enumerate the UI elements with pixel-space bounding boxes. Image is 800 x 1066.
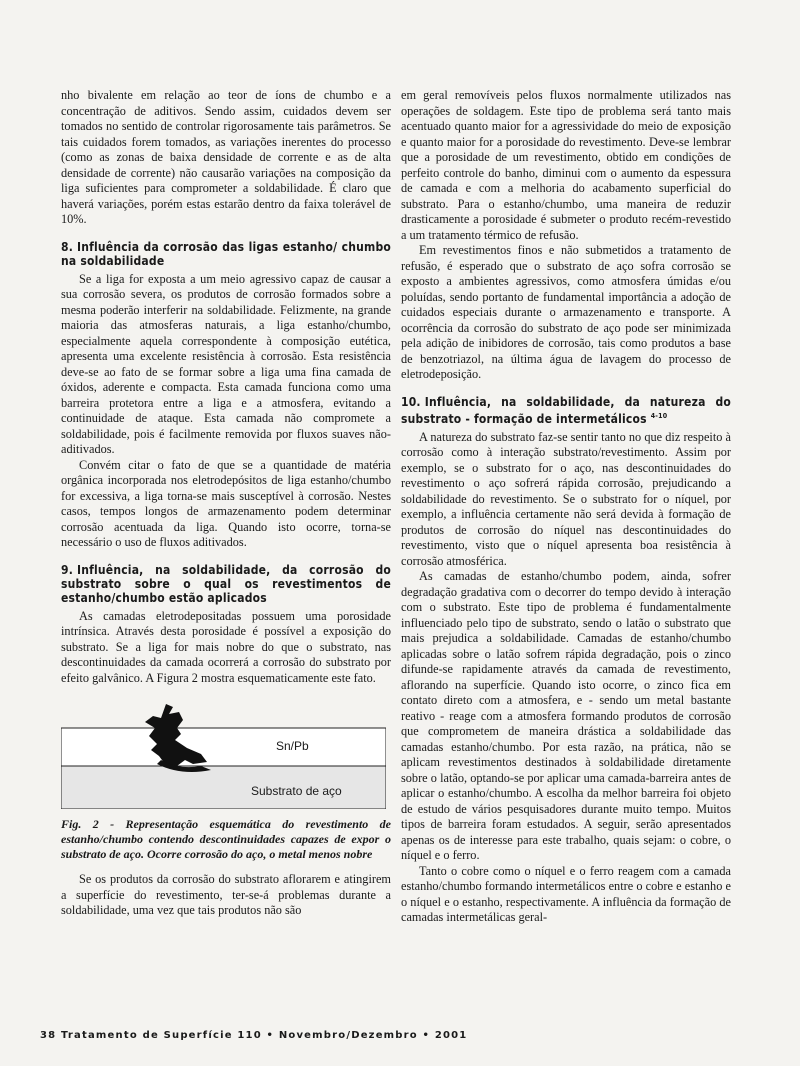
section-number: 8. bbox=[61, 239, 74, 254]
section-heading-10 bbox=[401, 395, 731, 426]
section-title: Influência, na soldabilidade, da corrosão do substrato sobre o qual os revestimentos de estanho/chumbo estão aplicados bbox=[61, 562, 391, 605]
section-heading-9 bbox=[61, 563, 391, 605]
coating-layer bbox=[61, 728, 386, 766]
section-title: Influência, na soldabilidade, da natureza do substrato - formação de intermetálicos bbox=[401, 394, 731, 426]
paragraph: Convém citar o fato de que se a quantidade de matéria orgânica incorporada nos eletrodepósitos de liga estanho/chumbo for excessiva, a liga torna-se mais susceptível à corrosão. Nestes casos, tempos longos de armazenamento podem determinar corrosão acentuada da liga. Quando isto ocorre, torna-se necessário o uso de fluxos aditivados. bbox=[61, 457, 391, 549]
figure-2 bbox=[61, 704, 386, 809]
section-title: Influência da corrosão das ligas estanho/ chumbo na soldabilidade bbox=[61, 239, 391, 268]
paragraph: A natureza do substrato faz-se sentir tanto no que diz respeito à corrosão como à interação substrato/revestimento. Assim por exemplo, se o substrato for o aço, nas descontinuidades do revestimento o aço sofrerá rápida corrosão, prejudicando a soldabilidade do revestimento. Se o substrato for o níquel, por exemplo, a influência certamente não será devida à formação de produtos de corrosão do níquel nas descontinuidades do revestimento, visto que o níquel apresenta boa resistência à corrosão atmosférica. bbox=[401, 429, 731, 568]
paragraph: Se a liga for exposta a um meio agressivo capaz de causar a sua corrosão severa, os produtos de corrosão formados sobre a mesma poderão interferir na soldabilidade. Felizmente, na grande maioria das atmosferas naturais, a liga estanho/chumbo, especialmente aquela correspondente à composição eutética, apresenta uma excelente resistência à corrosão. Esta resistência deve-se ao fato de se formar sobre a liga uma fina camada de óxidos, aderente e compacta. Esta camada funciona como uma barreira protetora entre a liga e a atmosfera, evitando a continuidade de ataque. Esta camada não compromete a soldabilidade, pois é facilmente removida por fluxos suaves não-aditivados. bbox=[61, 271, 391, 456]
section-heading-8 bbox=[61, 240, 391, 268]
paragraph: As camadas eletrodepositadas possuem uma porosidade intrínsica. Através desta porosidade é possível a exposição do substrato. Se a liga for mais nobre do que o substrato, nas descontinuidades da camada ocorrerá a corrosão do substrato por efeito galvânico. A Figura 2 mostra esquematicamente este fato. bbox=[61, 608, 391, 685]
figure-label-coating: Sn/Pb bbox=[276, 739, 309, 753]
paragraph: em geral removíveis pelos fluxos normalmente utilizados nas operações de soldagem. Este tipo de problema será tanto mais acentuado quanto maior for a agressividade do meio de exposição e quanto maior for a porosidade do revestimento. Deve-se lembrar que a porosidade de um revestimento, obtido em condições de perfeito controle do banho, diminui com o aumento da espessura de camada e com a melhoria do acabamento superficial do substrato. Para o estanho/chumbo, uma maneira de reduzir drasticamente a porosidade é submeter o produto recém-revestido a um tratamento térmico de refusão. bbox=[401, 88, 731, 242]
paragraph: As camadas de estanho/chumbo podem, ainda, sofrer degradação gradativa com o decorrer do tempo devido à interação com o substrato. Este tipo de problema é fundamentalmente influenciado pelo tipo de substrato, sendo o latão o substrato que mais prejudica a soldabilidade. Camadas de estanho/chumbo aplicadas sobre o latão sofrem rápida degradação, pois o zinco difunde-se rapidamente através da camada de revestimento, aflorando na superfície. Quando isto ocorre, o zinco fica em contato direto com a atmosfera, e - sendo um metal bastante reativo - reage com a atmosfera formando produtos de corrosão que comprometem de maneira drástica a soldabilidade das camadas estanho/chumbo. Por esta razão, na prática, não se aplicam revestimentos destinados à soldabilidade diretamente sobre o latão, optando-se por aplicar uma camada-barreira antes de aplicar o estanho/chumbo. A escolha da melhor barreira foi objeto de estudo de vários pesquisadores durante muito tempo. Muitos tipos de barreira foram estudados. A seguir, serão apresentados apenas os de interesse para este trabalho, quais sejam: o cobre, o níquel e o ferro. bbox=[401, 569, 731, 862]
right-column bbox=[401, 88, 731, 926]
paragraph: Em revestimentos finos e não submetidos a tratamento de refusão, é esperado que o substrato de aço sofra corrosão se exposto a ambientes agressivos, como atmosfera úmidas e/ou poluídas, sendo portanto de fundamental importância a adoção de cuidados especiais durante o armazenamento e transporte. A ocorrência da corrosão do substrato de aço pode ser minimizada pela adição de inibidores de corrosão, tais como produtos a base de benzotriazol, na última água de lavagem do processo de eletrodeposição. bbox=[401, 243, 731, 381]
section-number: 10. bbox=[401, 394, 421, 409]
paragraph: Tanto o cobre como o níquel e o ferro reagem com a camada estanho/chumbo formando intermetálicos entre o cobre e estanho e o níquel e o estanho, respectivamente. A influência da formação de camadas intermetálicas geral- bbox=[401, 863, 731, 924]
paragraph: Se os produtos da corrosão do substrato aflorarem e atingirem a superfície do revestimento, ter-se-á problemas durante a soldabilidade, uma vez que tais produtos não são bbox=[61, 872, 391, 917]
page-footer: 38 Tratamento de Superfície 110 • Novembro/Dezembro • 2001 bbox=[40, 1030, 468, 1041]
figure-caption: Fig. 2 - Representação esquemática do revestimento de estanho/chumbo contendo descontinuidades capazes de expor o substrato de aço. Ocorre corrosão do aço, o metal menos nobre bbox=[61, 817, 391, 861]
left-column bbox=[61, 88, 391, 919]
paragraph: nho bivalente em relação ao teor de íons de chumbo e a concentração de aditivos. Sendo assim, cuidados devem ser tomados no sentido de controlar rigorosamente tais parâmetros. Se tais cuidados forem tomados, as variações inerentes do processo (como as zonas de baixa densidade de corrente e as de alta densidade de corrente) não causarão variações na composição da liga suficientes para comprometer a soldabilidade. É claro que haverá variações, porém estas estarão dentro da faixa tolerável de 10%. bbox=[61, 88, 391, 226]
figure-label-substrate: Substrato de aço bbox=[251, 784, 342, 798]
reference-superscript: 4-10 bbox=[650, 411, 668, 420]
section-number: 9. bbox=[61, 562, 74, 577]
